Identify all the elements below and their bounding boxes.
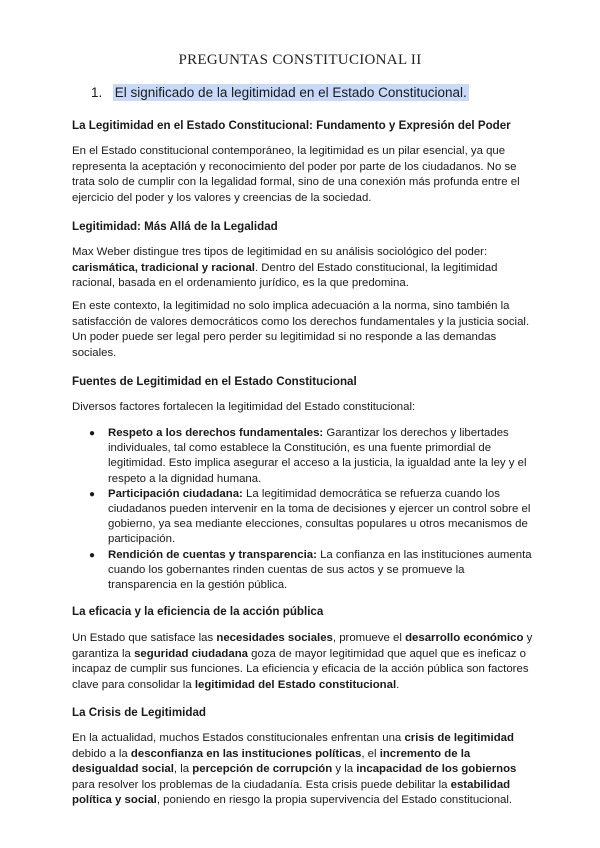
bullet-icon: ● <box>89 428 96 439</box>
bold-span: necesidades sociales <box>216 632 333 644</box>
text-span: para resolver los problemas de la ciudadanía. Esta crisis puede debilitar la <box>72 778 451 791</box>
paragraph-eficacia <box>72 631 534 693</box>
bullet-list <box>72 426 532 593</box>
text-span: , el <box>361 747 380 760</box>
document-title: PREGUNTAS CONSTITUCIONAL II <box>178 52 422 68</box>
section-heading-eficacia: La eficacia y la eficiencia de la acción pública <box>72 605 324 618</box>
list-item <box>72 548 532 594</box>
question-number: 1. <box>91 85 103 100</box>
bold-span: seguridad ciudadana <box>134 647 248 660</box>
text-span: goza de mayor legitimidad que aquel que es ineficaz o incapaz de cumplir sus funciones. La eficiencia y eficacia de la acción pública son factores clave para consolidar la <box>72 647 529 691</box>
text-span: , la <box>173 763 193 775</box>
bullet-text: La confianza en las instituciones aumenta cuando los gobernantes rinden cuentas de sus actos y se promueve la transparencia en la gestión pública. <box>108 548 532 592</box>
bold-span: incremento de la desigualdad social <box>72 747 471 775</box>
bold-span: legitimidad del Estado constitucional <box>194 678 397 691</box>
bold-span: desarrollo económico <box>405 632 524 644</box>
text-span: y garantiza la <box>72 632 533 660</box>
text-span: . Dentro del Estado constitucional, la legitimidad racional, basada en el ordenamiento jurídico, es la que predomina. <box>72 261 498 289</box>
paragraph-legitimidad-intro: En el Estado constitucional contemporáneo, la legitimidad es un pilar esencial, ya que representa la aceptación y reconocimiento del poder por parte de los ciudadanos. No se trata solo de cumplir con la legalidad formal, sino de una conexión más profunda entre el ejercicio del poder y los valores y creencias de la sociedad. <box>72 145 520 204</box>
bold-span: desconfianza en las instituciones políticas <box>130 747 362 760</box>
bullet-label: Participación ciudadana: <box>108 487 243 500</box>
paragraph-fuentes-intro: Diversos factores fortalecen la legitimidad del Estado constitucional: <box>72 401 416 413</box>
section-heading-fuentes: Fuentes de Legitimidad en el Estado Constitucional <box>72 375 357 388</box>
bold-span: crisis de legitimidad <box>404 732 514 744</box>
bullet-text: La legitimidad democrática se refuerza cuando los ciudadanos pueden intervenir en la toma de decisiones y ejercer un control sobre el gobierno, ya sea mediante elecciones, consultas populares u otros mecanismos de participación. <box>108 487 531 546</box>
paragraph-contexto: En este contexto, la legitimidad no solo implica adecuación a la norma, sino también la satisfacción de valores democráticos como los derechos fundamentales y la justicia social. Un poder puede ser legal pero perder su legitimidad si no responde a las demandas sociales. <box>72 300 530 359</box>
section-heading-legitimidad-fundamento: La Legitimidad en el Estado Constitucional: Fundamento y Expresión del Poder <box>72 119 511 132</box>
list-item <box>72 487 532 548</box>
text-span: Max Weber distingue tres tipos de legitimidad en su análisis sociológico del poder: <box>72 246 488 258</box>
section-heading-crisis: La Crisis de Legitimidad <box>72 706 207 719</box>
bullet-label: Rendición de cuentas y transparencia: <box>108 548 317 561</box>
bold-span: incapacidad de los gobiernos <box>356 763 517 775</box>
paragraph-crisis <box>72 731 534 809</box>
text-span: . <box>396 678 400 691</box>
section-heading-mas-alla-legalidad: Legitimidad: Más Allá de la Legalidad <box>72 220 278 233</box>
question-heading <box>91 85 469 100</box>
bullet-text: Garantizar los derechos y libertades individuales, tal como establece la Constitución, es una fuente primordial de legitimidad. Esto implica asegurar el acceso a la justicia, la igualdad ante la ley y el respeto a la dignidad humana. <box>108 427 527 485</box>
bold-span: estabilidad política y social <box>72 778 511 806</box>
text-span: y la <box>332 763 357 775</box>
bullet-icon: ● <box>89 488 96 500</box>
paragraph-weber <box>72 245 534 292</box>
text-span: , promueve el <box>332 632 406 644</box>
list-item <box>72 426 532 487</box>
text-span: , poniendo en riesgo la propia supervivencia del Estado constitucional. <box>156 794 513 806</box>
text-span: Un Estado que satisface las <box>72 632 217 644</box>
text-span: debido a la <box>72 747 131 760</box>
question-text-highlighted: El significado de la legitimidad en el Estado Constitucional. <box>114 85 467 100</box>
bold-span: percepción de corrupción <box>192 763 333 775</box>
bullet-icon: ● <box>89 549 96 561</box>
text-span: En la actualidad, muchos Estados constitucionales enfrentan una <box>72 732 405 744</box>
bullet-label: Respeto a los derechos fundamentales: <box>108 427 324 439</box>
bold-span: carismática, tradicional y racional <box>72 261 255 274</box>
